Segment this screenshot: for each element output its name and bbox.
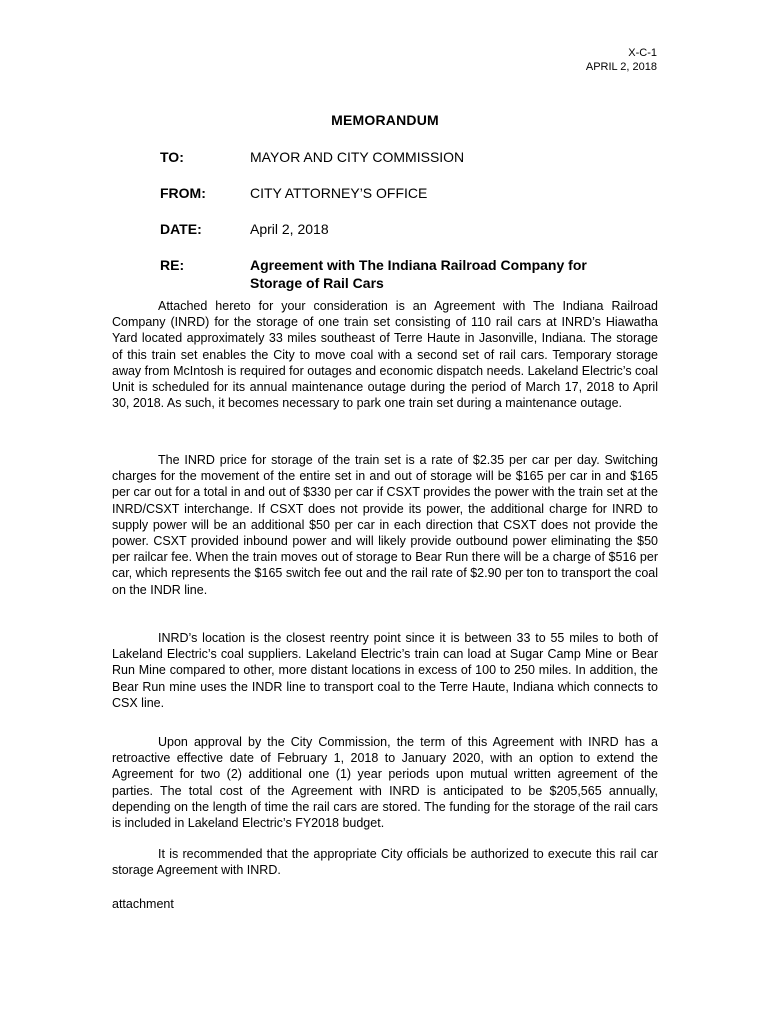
from-label: FROM: bbox=[160, 185, 206, 201]
attachment-note: attachment bbox=[112, 897, 174, 911]
subject-value: Agreement with The Indiana Railroad Company for Storage of Rail Cars bbox=[250, 257, 587, 291]
subject-label: RE: bbox=[160, 257, 185, 273]
paragraph-pricing: The INRD price for storage of the train set is a rate of $2.35 per car per day. Switching charges for the movement of the entire set in and out of storage will be $165 per car in and $165 per car out for a total in and out of $330 per car if CSXT provides the power with the train set at the INRD/CSXT interchange. If CSXT does not provide its power, the additional charge for INRD to supply power will be an additional $50 per car in each direction that CSXT does not provide the power. CSXT provided inbound power and will likely provide outbound power eliminating the $50 per railcar fee. When the train moves out of storage to Bear Run there will be a charge of $516 per car, which represents the $165 switch fee out and the rail rate of $2.90 per ton to transport the coal on the INDR line. bbox=[112, 453, 658, 597]
paragraph-term: Upon approval by the City Commission, the term of this Agreement with INRD has a retroactive effective date of February 1, 2018 to January 2020, with an option to extend the Agreement for two (2) additional one (1) year periods upon mutual written agreement of the parties. The total cost of the Agreement with INRD is anticipated to be $205,565 annually, depending on the length of time the rail cars are stored. The funding for the storage of the rail cars is included in Lakeland Electric’s FY2018 budget. bbox=[112, 735, 658, 831]
memo-title: MEMORANDUM bbox=[331, 112, 439, 128]
paragraph-location: INRD’s location is the closest reentry point since it is between 33 to 55 miles to both of Lakeland Electric’s coal suppliers. Lakeland Electric’s train can load at Sugar Camp Mine or Bear Run Mine compared to other, more distant locations in excess of 100 to 250 miles. In addition, the Bear Run mine uses the INDR line to transport coal to the Terre Haute, Indiana which connects to CSX line. bbox=[112, 631, 658, 710]
paragraph-intro: Attached hereto for your consideration is an Agreement with The Indiana Railroad Company (INRD) for the storage of one train set consisting of 110 rail cars at INRD’s Hiawatha Yard located approximately 33 miles southeast of Terre Haute in Jasonville, Indiana. The storage of this train set enables the City to move coal with a second set of rail cars. Temporary storage away from McIntosh is required for outages and economic dispatch needs. Lakeland Electric’s coal Unit is scheduled for its annual maintenance outage during the period of March 17, 2018 to April 30, 2018. As such, it becomes necessary to park one train set during a maintenance outage. bbox=[112, 299, 658, 411]
reference-date: APRIL 2, 2018 bbox=[585, 61, 657, 73]
from-value: CITY ATTORNEY’S OFFICE bbox=[250, 185, 428, 201]
paragraph-recommendation: It is recommended that the appropriate City officials be authorized to execute this rail car storage Agreement with INRD. bbox=[112, 847, 658, 878]
date-value: April 2, 2018 bbox=[250, 221, 329, 237]
reference-code: X-C-1 bbox=[628, 47, 657, 59]
document-reference bbox=[586, 46, 657, 74]
date-label: DATE: bbox=[160, 221, 202, 237]
to-label: TO: bbox=[160, 149, 184, 165]
to-value: MAYOR AND CITY COMMISSION bbox=[250, 149, 465, 165]
